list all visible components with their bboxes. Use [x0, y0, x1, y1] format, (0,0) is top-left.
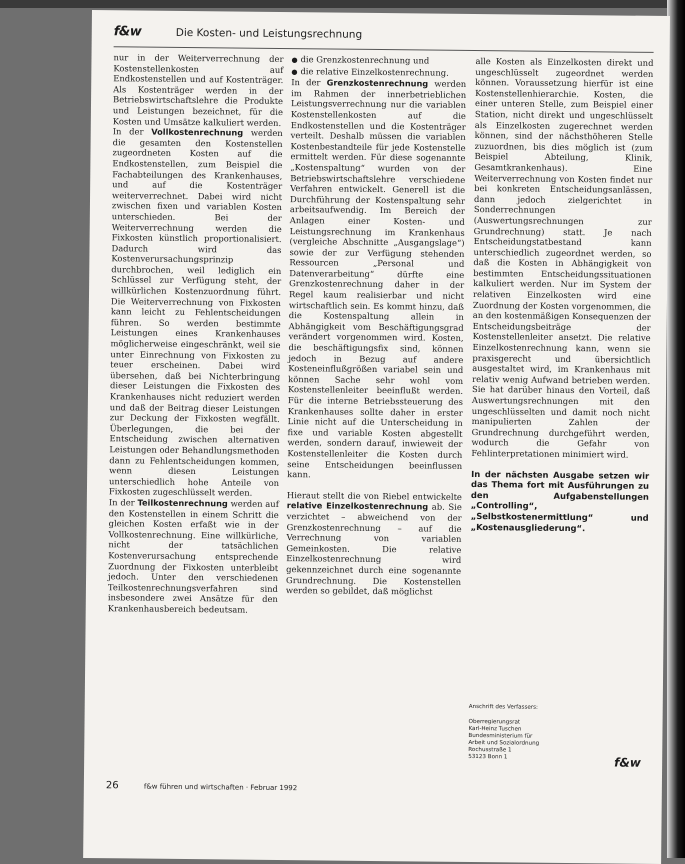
- scan-shadow-top: [0, 0, 685, 8]
- text: In der: [112, 126, 152, 137]
- paragraph: alle Kosten als Einzelkosten direkt und ungeschlüsselt zugeordnet werden können. Voraussetzung hierfür ist eine Kostenstellenhierarchie. Kosten, die einer unteren Stelle, zum Beispiel einer Station, nicht direkt und ungeschlüsselt als Einzelkosten zugerechnet werden können, sind der nächsthöheren Stelle zuzuordnen, bis dies möglich ist (zum Beispiel Abteilung, Klinik, Gesamtkrankenhaus). Eine Weiterverrechnung von Kosten findet nur bei konkreten Entscheidungsanlässen, dann jedoch zielgerichtet in Sonderrechnungen (Auswertungsrechnungen zur Grundrechnung) statt. Je nach Entscheidungstatbestand kann unterschiedlich zugeordnet werden, so daß die Kosten in Abhängigkeit von bestimmten Entscheidungssituationen kalkuliert werden. Nur im System der relativen Einzelkosten wird eine Zuordnung der Kosten vorgenommen, die an den kostenmäßigen Konsequenzen der Entscheidungsbeiträge der Kostenstellenleiter ansetzt. Die relative Einzelkostenrechnung kann, wenn sie praxisgerecht und übersichtlich ausgestaltet wird, im Krankenhaus mit relativ wenig Aufwand betrieben werden. Sie hat darüber hinaus den Vorteil, daß Auswertungsrechnungen mit den ungeschlüsselten und damit noch nicht manipulierten Zahlen der Grundrechnung durchgeführt werden, wodurch die Gefahr von Fehlinterpretationen minimiert wird.: [471, 56, 654, 460]
- keyword: Grenzkostenrechnung: [326, 77, 429, 89]
- author-line: Karl-Heinz Tuschen: [468, 725, 522, 733]
- text: In der: [291, 77, 327, 88]
- keyword: Teilkostenrechnung: [137, 497, 228, 509]
- author-line: Rochusstraße 1: [468, 746, 512, 754]
- magazine-logo: f&w: [113, 24, 142, 40]
- bullet-item: ● die Grenzkostenrechnung und: [291, 54, 466, 67]
- text: werden die gesamten den Kostenstellen zugeordneten Kosten auf die Endkostenstellen, zum Beispiel die Fachabteilungen des Krankenhauses, und auf die Kostenträger weiterverrechnet. Dabei wird nicht zwischen fixen und variablen Kosten unterschieden. Bei der Weiterverrechnung werden die Fixkosten künstlich proportionalisiert. Dadurch wird das Kostenverursachungsprinzip durchbrochen, weil lediglich ein Schlüssel zur Verfügung steht, der willkürlichen Kostenzuordnung führt. Die Weiterverrechnung von Fixkosten kann leicht zu Fehlentscheidungen führen. So werden bestimmte Leistungen eines Krankenhauses möglicherweise eingeschränkt, weil sie unter Einrechnung von Fixkosten zu teuer erscheinen. Dabei wird übersehen, daß bei Nichterbringung dieser Leistungen die Fixkosten des Krankenhauses nicht reduziert werden und daß der Beitrag dieser Leistungen zur Deckung der Fixkosten wegfällt. Überlegungen, die bei der Entscheidung zwischen alternativen Leistungen oder Behandlungsmethoden dann zu Fehlentscheidungen kommen, wenn diesen Leistungen unterschiedlich hohe Anteile von Fixkosten zugeschlüsselt werden.: [108, 127, 283, 499]
- text: ab. Sie verzichtet – abweichend von der Grenzkostenrechnung – auf die Verrechnung von variablen Gemeinkosten. Die relative Einzelkostenrechnung wird gekennzeichnet durch eine sogenannte Grundrechnung. Die Kostenstellen werden so gebildet, daß möglichst: [285, 501, 462, 597]
- magazine-page: [83, 10, 670, 864]
- author-line: Arbeit und Sozialordnung: [468, 739, 540, 747]
- author-line: 53123 Bonn 1: [468, 753, 508, 761]
- footer-logo: f&w: [614, 755, 642, 770]
- scan-shadow-right: [667, 0, 685, 858]
- author-box-title: Anschrift des Verfassers:: [468, 703, 538, 711]
- running-title: Die Kosten- und Leistungsrechnung: [175, 26, 363, 41]
- author-line: Bundesministerium für: [468, 732, 533, 740]
- paragraph: [108, 497, 279, 615]
- footer-source: f&w führen und wirtschaften · Februar 1992: [143, 782, 298, 793]
- keyword: relative Einzelkostenrechnung: [286, 500, 429, 512]
- paragraph: nur in der Weiterverrechnung der Kostenstellenkosten auf Endkostenstellen und auf Kostenträger. Als Kostenträger werden in der Betriebswirtschaftslehre die Produkte und Leistungen bezeichnet, für die Kosten und Umsätze kalkuliert werden.: [112, 52, 284, 128]
- author-address-box: [468, 704, 581, 762]
- text: In der: [108, 497, 138, 508]
- text: werden auf den Kostenstellen in einem Schritt die gleichen Kosten erfaßt wie in der Vollkostenrechnung. Eine willkürliche, nicht der tatsächlichen Kostenverursachung entsprechende Zuordnung der Fixkosten unterbleibt jedoch. Unter den verschiedenen Teilkostenrechnungsverfahren sind insbesondere zwei Ansätze für den Krankenhausbereich bedeutsam.: [107, 498, 279, 615]
- keyword: Vollkostenrechnung: [151, 126, 244, 138]
- paragraph: [286, 490, 462, 598]
- paragraph: [287, 77, 466, 481]
- page-number: 26: [105, 780, 119, 792]
- next-issue-note: In der nächsten Ausgabe setzen wir das Thema fort mit Ausführungen zu den Aufgabenstellungen „Controlling“, „Selbstkostenermittlung“ und „Kostenausgliederung“.: [470, 468, 650, 533]
- author-line: Oberregierungsrat: [468, 718, 521, 726]
- text-column-1: [108, 52, 284, 615]
- text-column-3: [471, 56, 654, 534]
- bullet-item: ● die relative Einzelkostenrechnung.: [291, 66, 466, 79]
- paragraph: [109, 126, 283, 499]
- page-header: [114, 24, 654, 53]
- text-column-2: [286, 54, 467, 597]
- text: werden im Rahmen der innerbetrieblichen Leistungsverrechnung nur die variablen Kostenstellenkosten auf die Endkostenstellen und die Kostenträger verteilt. Deshalb müssen die variablen Kostenbestandteile für jede Kostenstelle ermittelt werden. Für diese sogenannte „Kostenspaltung“ wurden von der Betriebswirtschaftslehre verschiedene Verfahren entwickelt. Generell ist die Durchführung der Kostenspaltung sehr arbeitsaufwendig. Im Bereich der Anlagen einer Kosten- und Leistungsrechnung im Krankenhaus (vergleiche Abschnitte „Ausgangslage“) sowie der zur Verfügung stehenden Ressourcen „Personal und Datenverarbeitung“ dürfte eine Grenzkostenrechnung daher in der Regel kaum realisierbar und nicht wirtschaftlich sein. Es kommt hinzu, daß die Kostenspaltung allein in Abhängigkeit vom Beschäftigungsgrad verändert vorgenommen wird. Kosten, die beschäftigungsfix sind, können jedoch in Bezug auf andere Kosteneinflußgrößen variabel sein und können Sache sehr wohl vom Kostenstellenleiter beeinflußt werden. Für die interne Betriebssteuerung des Krankenhauses sollte daher in erster Linie nicht auf die Unterscheidung in fixe und variable Kosten abgestellt werden, sondern darauf, inwieweit der Kostenstellenleiter die Kosten durch seine Entscheidungen beeinflussen kann.: [287, 78, 467, 480]
- text: Hieraut stellt die von Riebel entwickelte: [286, 489, 462, 502]
